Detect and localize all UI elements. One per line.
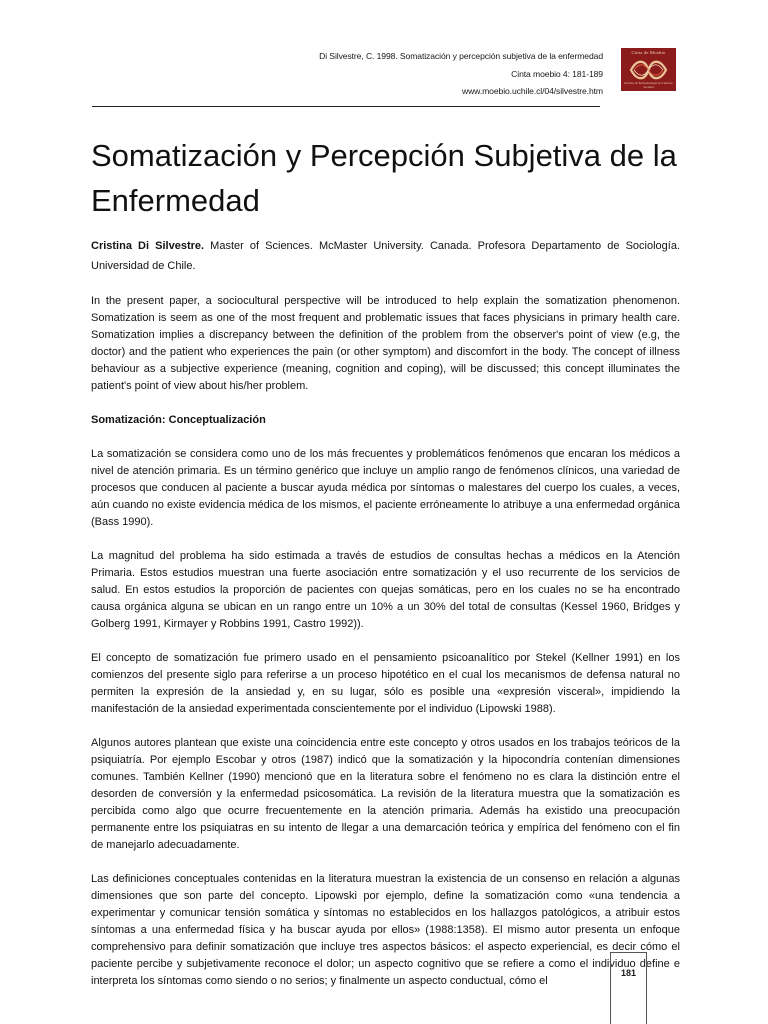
body-paragraph: La magnitud del problema ha sido estimada a través de estudios de consultas hechas a médicos en la Atención Primaria. Estos estudios muestran una fuerte asociación entre somatización y el uso recurrente de los servicios de salud. En estos estudios la proporción de pacientes con quejas somáticas, pero en los cuales no se ha encontrado causa orgánica alguna se ubican en un rango entre un 10% a un 30% del total de consultas (Kessel 1960, Bridges y Golberg 1991, Kirmayer y Robbins 1991, Castro 1992)). xyxy=(91,550,680,630)
author-name: Cristina Di Silvestre. xyxy=(91,240,205,252)
body-paragraph: La somatización se considera como uno de los más frecuentes y problemáticos fenómenos que encaran los médicos a nivel de atención primaria. Es un término genérico que incluye un amplio rango de fenómenos clínicos, una variedad de procesos que conducen al paciente a buscar ayuda médica por síntomas o malestares del cuerpo los cuales, a veces, aún cuando no existe evidencia médica de los mismos, el paciente erróneamente lo atribuye a una enfermedad orgánica (Bass 1990). xyxy=(91,448,680,528)
journal-reference: Cinta moebio 4: 181-189 xyxy=(511,68,603,79)
abstract-paragraph: In the present paper, a sociocultural perspective will be introduced to help explain the somatization phenomenon. Somatization is seem as one of the most frequent and problematic issues that faces physicians in primary health care. Somatization implies a discrepancy between the definition of the problem from the observer's point of view (e.g, the doctor) and the patient who experiences the pain (or other symptom) and discomfort in the body. The concept of illness behaviour as a subjective experience (meaning, cognition and coping), will be discussed; this concept illuminates the patient's point of view about his/her problem. xyxy=(91,295,680,392)
citation-text: Di Silvestre, C. 1998. Somatización y percepción subjetiva de la enfermedad xyxy=(319,51,603,61)
article-title: Somatización y Percepción Subjetiva de la Enfermedad xyxy=(91,138,677,218)
section-heading: Somatización: Conceptualización xyxy=(91,414,266,426)
journal-logo xyxy=(621,48,676,91)
author-line xyxy=(91,236,680,276)
page-number: 181 xyxy=(620,968,637,978)
body-paragraph: Algunos autores plantean que existe una coincidencia entre este concepto y otros usados en los trabajos teóricos de la psiquiatría. Por ejemplo Escobar y otros (1987) indicó que la somatización y la hipocondría contenían dimensiones comunes. También Kellner (1990) mencionó que en la literatura sobre el fenómeno no es clara la distinción entre el desorden de conversión y la enfermedad psicosomática. La revisión de la literatura muestra que la somatización es percibida como algo que ocurre frecuentemente en la atención primaria. Además ha existido una preocupación permanente entre los psiquiatras en su intento de llegar a una demarcación teórica y empírica del fenómeno con el fin de manejarlo adecuadamente. xyxy=(91,737,680,851)
author-affiliation: Master of Sciences. McMaster University. Canada. Profesora Departamento de Sociología. Universidad de Chile. xyxy=(91,240,680,272)
article-url: www.moebio.uchile.cl/04/silvestre.htm xyxy=(461,86,603,96)
logo-subtitle: Revista de Epistemología de Ciencias Sociales xyxy=(624,81,673,89)
citation-header xyxy=(319,48,603,101)
page-number-box xyxy=(610,952,647,1024)
moebio-strip-icon xyxy=(627,57,670,83)
body-paragraph: Las definiciones conceptuales contenidas en la literatura muestran la existencia de un consenso en relación a algunas dimensiones que son parte del concepto. Lipowski por ejemplo, define la somatización como «una tendencia a experimentar y comunicar tensión somática y síntomas no establecidos en los hallazgos patológicos, a atribuir estos síntomas a una enfermedad física y ha buscar ayuda por ellos» (1988:1358). El mismo autor presenta un enfoque comprehensivo para definir somatización que incluye tres aspectos básicos: el aspecto experiencial, es decir cómo el paciente percibe y subjetivamente reconoce el dolor; un aspecto cognitivo que se refiere a como el individuo define e interpreta los síntomas como siendo o no serios; y finalmente un aspecto conductual, cómo el xyxy=(91,873,680,987)
header-divider xyxy=(92,106,600,107)
body-paragraph: El concepto de somatización fue primero usado en el pensamiento psicoanalítico por Stekel (Kellner 1991) en los comienzos del presente siglo para referirse a un proceso hipotético en el cual los mecanismos de defensa natural no permiten la expresión de la ansiedad y, en su lugar, sólo es posible una «expresión visceral», impidiendo la manifestación de la ansiedad experimentada conscientemente por el individuo (Lipowski 1988). xyxy=(91,652,680,715)
logo-title: Cinta de Moebio xyxy=(631,50,666,55)
article-body xyxy=(91,236,680,1007)
